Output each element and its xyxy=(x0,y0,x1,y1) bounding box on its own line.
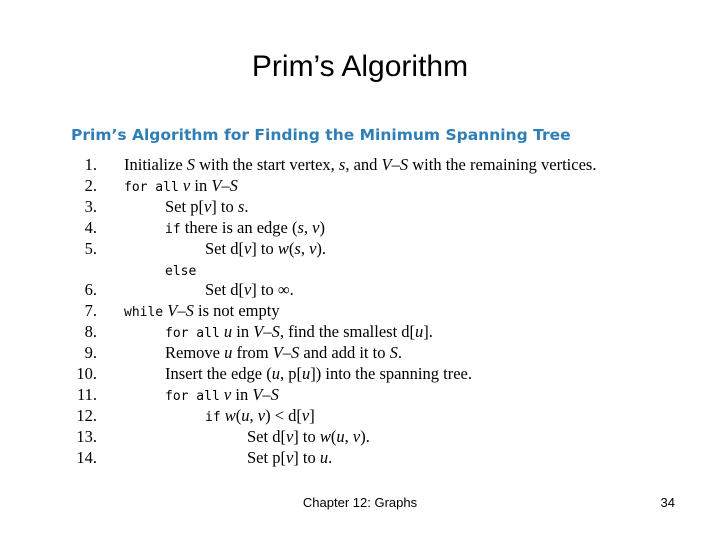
text-segment: ]. xyxy=(423,322,433,342)
text-segment: Set d[ xyxy=(205,238,244,258)
text-segment: , xyxy=(344,426,353,446)
line-text xyxy=(165,363,472,384)
text-segment: ). xyxy=(316,238,327,258)
line-number: 13. xyxy=(76,426,97,446)
variable: v xyxy=(352,426,361,446)
line-text xyxy=(124,300,280,323)
keyword: while xyxy=(124,305,164,321)
keyword: else xyxy=(165,263,197,279)
text-segment: . xyxy=(244,196,249,216)
text-segment: and add it to xyxy=(299,343,390,363)
text-segment: . xyxy=(328,447,333,467)
variable: u xyxy=(415,322,424,342)
line-number: 5. xyxy=(84,238,97,258)
text-segment: ] xyxy=(309,405,315,425)
variable: w xyxy=(319,426,331,446)
text-segment: Set p[ xyxy=(247,447,286,467)
line-text xyxy=(165,321,433,344)
variable: v xyxy=(182,175,191,195)
line-number: 3. xyxy=(84,196,97,216)
variable: u xyxy=(302,364,311,383)
text-segment: Insert the edge ( xyxy=(165,364,272,383)
line-text xyxy=(205,279,294,300)
variable: v xyxy=(285,426,294,446)
algorithm-heading: Prim’s Algorithm for Finding the Minimum Spanning Tree xyxy=(71,126,571,144)
variable: V–S xyxy=(272,343,300,363)
variable: v xyxy=(203,196,212,216)
line-text xyxy=(247,447,332,468)
text-segment: ). xyxy=(360,426,370,446)
line-text xyxy=(124,175,238,198)
line-text xyxy=(165,217,325,240)
line-number: 11. xyxy=(76,384,97,404)
text-segment: in xyxy=(190,175,212,195)
line-number: 10. xyxy=(76,364,97,383)
line-number: 1. xyxy=(84,155,97,174)
variable: u xyxy=(224,343,233,363)
variable: V–S xyxy=(211,175,238,195)
text-segment: ] to xyxy=(293,426,320,446)
line-number: 14. xyxy=(76,447,97,467)
text-segment: Initialize xyxy=(124,155,187,174)
variable: v xyxy=(243,238,252,258)
text-segment: , xyxy=(249,405,258,425)
text-segment: ] to xyxy=(251,238,278,258)
text-segment: , xyxy=(300,238,310,258)
text-segment: . xyxy=(397,343,402,363)
text-segment: Set p[ xyxy=(165,196,204,216)
text-segment: ]) into the spanning tree. xyxy=(310,364,472,383)
variable: v xyxy=(309,238,317,258)
variable: w xyxy=(277,238,289,258)
variable: s xyxy=(294,238,301,258)
line-text xyxy=(165,342,402,363)
variable: V–S xyxy=(252,384,279,404)
variable: S xyxy=(186,155,196,174)
text-segment: ( xyxy=(235,405,242,425)
variable: u xyxy=(241,405,250,425)
text-segment: ( xyxy=(288,238,295,258)
variable: V–S xyxy=(381,155,409,174)
keyword: for all xyxy=(165,388,220,404)
variable: s xyxy=(338,155,346,174)
line-text xyxy=(124,154,596,175)
footer-chapter: Chapter 12: Graphs xyxy=(302,495,418,510)
text-segment: , and xyxy=(345,155,382,174)
variable: V–S xyxy=(253,322,280,342)
text-segment: with the remaining vertices. xyxy=(408,155,597,174)
text-segment: , find the smallest d[ xyxy=(279,322,416,342)
keyword: for all xyxy=(124,179,179,195)
keyword: if xyxy=(165,221,181,237)
page-number: 34 xyxy=(660,495,675,510)
text-segment: , xyxy=(303,217,313,237)
line-number: 9. xyxy=(84,343,97,363)
variable: u xyxy=(223,322,233,342)
variable: v xyxy=(223,384,232,404)
keyword: for all xyxy=(165,326,220,342)
algorithm-box xyxy=(70,125,690,470)
variable: u xyxy=(271,364,280,383)
variable: s xyxy=(297,217,304,237)
text-segment: ] to ∞. xyxy=(251,280,294,300)
variable: u xyxy=(319,447,329,467)
text-segment: from xyxy=(232,343,273,363)
text-segment: with the start vertex, xyxy=(195,155,339,174)
variable: u xyxy=(336,426,345,446)
line-text xyxy=(205,405,315,428)
line-number: 6. xyxy=(84,280,97,300)
text-segment: Set d[ xyxy=(205,280,244,300)
slide-title: Prim’s Algorithm xyxy=(251,50,469,83)
text-segment: ( xyxy=(330,426,337,446)
text-segment: in xyxy=(231,384,253,404)
line-number: 4. xyxy=(84,217,97,237)
variable: V–S xyxy=(167,301,194,321)
text-segment: in xyxy=(232,322,254,342)
text-segment: Remove xyxy=(165,343,225,363)
text-segment: ] to xyxy=(293,447,320,467)
line-text xyxy=(165,196,248,217)
variable: v xyxy=(285,447,294,467)
variable: v xyxy=(301,405,310,425)
text-segment: ) xyxy=(319,217,325,237)
text-segment: ] to xyxy=(211,196,238,216)
line-text xyxy=(247,426,370,447)
line-number: 8. xyxy=(84,322,97,342)
text-segment: ) < d[ xyxy=(265,405,302,425)
text-segment: Set d[ xyxy=(247,426,286,446)
line-number: 7. xyxy=(84,301,97,321)
text-segment: is not empty xyxy=(193,301,280,321)
variable: v xyxy=(312,217,320,237)
variable: w xyxy=(224,405,236,425)
line-number: 2. xyxy=(84,175,97,195)
line-number: 12. xyxy=(76,405,97,425)
line-text xyxy=(165,384,279,407)
line-text xyxy=(165,259,196,282)
variable: v xyxy=(243,280,252,300)
line-text xyxy=(205,238,326,259)
variable: v xyxy=(257,405,266,425)
variable: s xyxy=(237,196,245,216)
text-segment: there is an edge ( xyxy=(180,217,298,237)
text-segment: , p[ xyxy=(280,364,302,383)
keyword: if xyxy=(205,409,221,425)
variable: S xyxy=(389,343,398,363)
